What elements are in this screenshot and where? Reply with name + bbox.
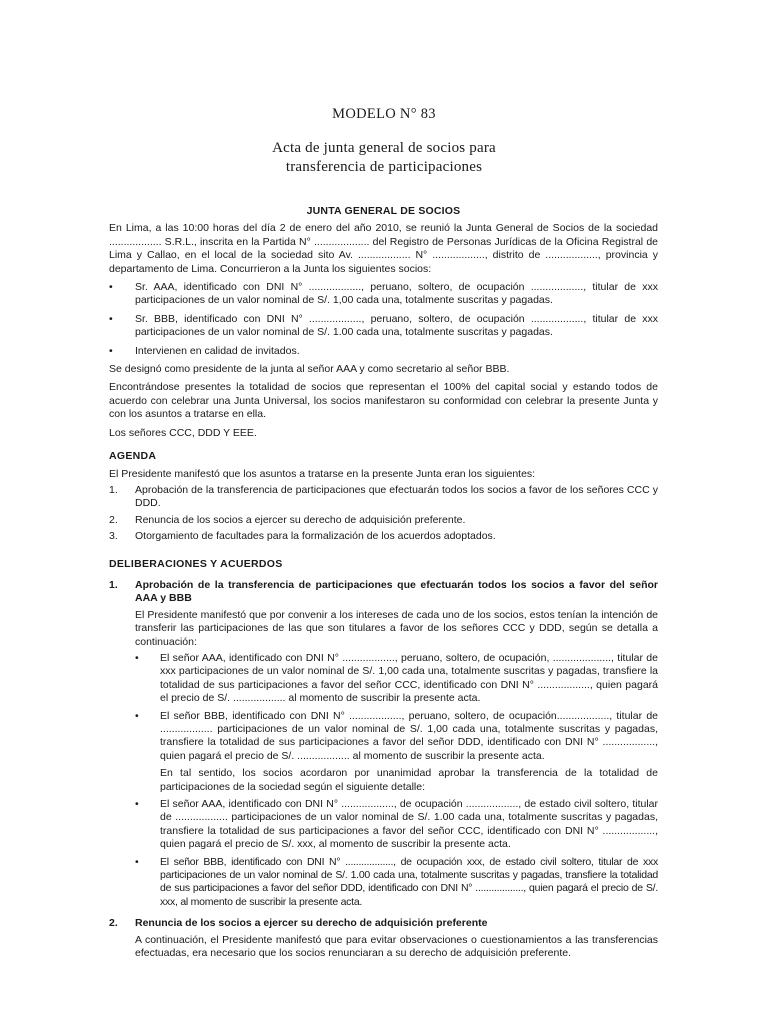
document-title	[0, 139, 768, 177]
agenda-number: 3.	[109, 530, 118, 543]
agenda-number: 2.	[109, 513, 118, 526]
agenda-number: 1.	[109, 483, 118, 496]
section-heading: JUNTA GENERAL DE SOCIOS	[306, 205, 461, 217]
title-line-1: Acta de junta general de socios para	[272, 140, 496, 156]
bullet-marker: •	[109, 344, 113, 357]
transfer-item	[135, 652, 658, 706]
agenda-intro: El Presidente manifestó que los asuntos a tratarse en la presente Junta eran los siguientes:	[109, 467, 536, 480]
agreement-text: El señor BBB, identificado con DNI N° .................., de ocupación xxx, de estado civil soltero, titular de xxx participaciones de un valor nominal de S/. 1.00 cada una, totalmente suscritas y pagadas, transfiere la totalidad de sus participaciones a favor del señor DDD, identificado con DNI N° .................., quien pagará el precio de S/. xxx, al momento de suscribir la presente acta.	[160, 855, 658, 908]
transfer-item	[135, 710, 658, 764]
deliberation-number: 1.	[109, 578, 118, 591]
bullet-marker: •	[109, 312, 113, 325]
attendee-text: Sr. BBB, identificado con DNI N° .................., peruano, soltero, de ocupación .................., titular de xxx participaciones de un valor nominal de S/. 1.00 cada una, totalmente suscritas y pagadas.	[135, 312, 658, 339]
agenda-text: Otorgamiento de facultades para la formalización de los acuerdos adoptados.	[135, 530, 496, 543]
deliberation-title: Aprobación de la transferencia de participaciones que efectuarán todos los socios a favor del señor AAA y BBB	[135, 578, 658, 605]
deliberation-1-intro: El Presidente manifestó que por convenir a los intereses de cada uno de los socios, estos tenían la intención de transferir las participaciones de las que son titulares a favor de los señores CCC y DDD, según se detalla a continuación:	[135, 608, 658, 648]
deliberation-1-heading	[109, 579, 658, 606]
attendee-item	[109, 281, 658, 308]
attendee-text: Intervienen en calidad de invitados.	[135, 344, 300, 357]
attendee-text: Sr. AAA, identificado con DNI N° .................., peruano, soltero, de ocupación .................., titular de xxx participaciones de un valor nominal de S/. 1,00 cada una, totalmente suscritas y pagadas.	[135, 281, 658, 307]
bullet-marker: •	[109, 281, 113, 294]
attendee-item	[109, 313, 658, 340]
bullet-marker: •	[135, 651, 139, 664]
attendee-item	[109, 345, 658, 358]
agreement-item	[135, 856, 658, 910]
agenda-text: Renuncia de los socios a ejercer su derecho de adquisición preferente.	[135, 513, 466, 526]
agenda-text: Aprobación de la transferencia de participaciones que efectuarán todos los socios a favor de los señores CCC y DDD.	[135, 483, 658, 510]
president-paragraph: Se designó como presidente de la junta al señor AAA y como secretario al señor BBB.	[109, 363, 510, 376]
bullet-marker: •	[135, 855, 139, 868]
deliberation-2-heading	[109, 917, 658, 930]
guests-paragraph: Los señores CCC, DDD Y EEE.	[109, 426, 257, 439]
title-line-2: transferencia de participaciones	[285, 159, 483, 175]
bullet-marker: •	[135, 709, 139, 722]
agenda-item	[109, 484, 658, 511]
document-body	[109, 205, 658, 961]
agenda-item	[109, 530, 658, 543]
deliberations-heading: DELIBERACIONES Y ACUERDOS	[109, 557, 283, 570]
agenda-item	[109, 514, 658, 527]
intro-paragraph: En Lima, a las 10:00 horas del día 2 de enero del año 2010, se reunió la Junta General de Socios de la sociedad .................. S.R.L., inscrita en la Partida N° ................... del Registro de Personas Jurídicas de la Oficina Registral de Lima y Callao, en el local de la sociedad sito Av. .................. N° .................., distrito de .................., provincia y departamento de Lima. Concurrieron a la Junta los siguientes socios:	[109, 222, 658, 275]
agreement-paragraph: En tal sentido, los socios acordaron por unanimidad aprobar la transferencia de la totalidad de participaciones de la sociedad según el siguiente detalle:	[160, 767, 658, 793]
agreement-text: El señor AAA, identificado con DNI N° .................., de ocupación .................., de estado civil soltero, titular de .................. participaciones de un valor nominal de S/. 1.00 cada una, totalmente suscritas y pagadas, transfiere la totalidad de sus participaciones a favor del señor CCC, identificado con DNI N° .................., quien pagará el precio de S/. xxx, al momento de suscribir la presente acta.	[160, 798, 658, 851]
deliberation-title: Renuncia de los socios a ejercer su derecho de adquisición preferente	[135, 917, 488, 930]
deliberation-number: 2.	[109, 917, 118, 930]
transfer-text: El señor BBB, identificado con DNI N° .................., peruano, soltero, de ocupación.................., titular de .................. participaciones de un valor nominal de S/. 1,00 cada una, totalmente suscritas y pagadas, transfiere la totalidad de sus participaciones a favor del señor DDD, identificado con DNI N° .................., quien pagará el precio de S/. .................. al momento de suscribir la presente acta.	[160, 709, 658, 762]
deliberation-2-body: A continuación, el Presidente manifestó que para evitar observaciones o cuestionamientos a las transferencias efectuadas, era necesario que los socios renunciaran a su derecho de adquisición preferente.	[135, 933, 658, 960]
agreement-item	[135, 798, 658, 852]
quorum-paragraph: Encontrándose presentes la totalidad de socios que representan el 100% del capital social y estando todos de acuerdo con celebrar una Junta Universal, los socios manifestaron su conformidad con celebrar la presente Junta y con los asuntos a tratarse en ella.	[109, 381, 658, 421]
agenda-heading: AGENDA	[109, 450, 157, 463]
bullet-marker: •	[135, 798, 139, 811]
model-number: MODELO N° 83	[332, 106, 436, 122]
deliberation-1-body	[135, 609, 658, 910]
transfer-text: El señor AAA, identificado con DNI N° .................., peruano, soltero, de ocupación, ...................., titular de xxx participaciones de un valor nominal de S/. 1,00 cada una, totalmente suscritas y pagadas, transfiere la totalidad de sus participaciones a favor del señor CCC, identificado con DNI N° .................., quien pagará el precio de S/. .................. al momento de suscribir la presente acta.	[160, 651, 658, 705]
